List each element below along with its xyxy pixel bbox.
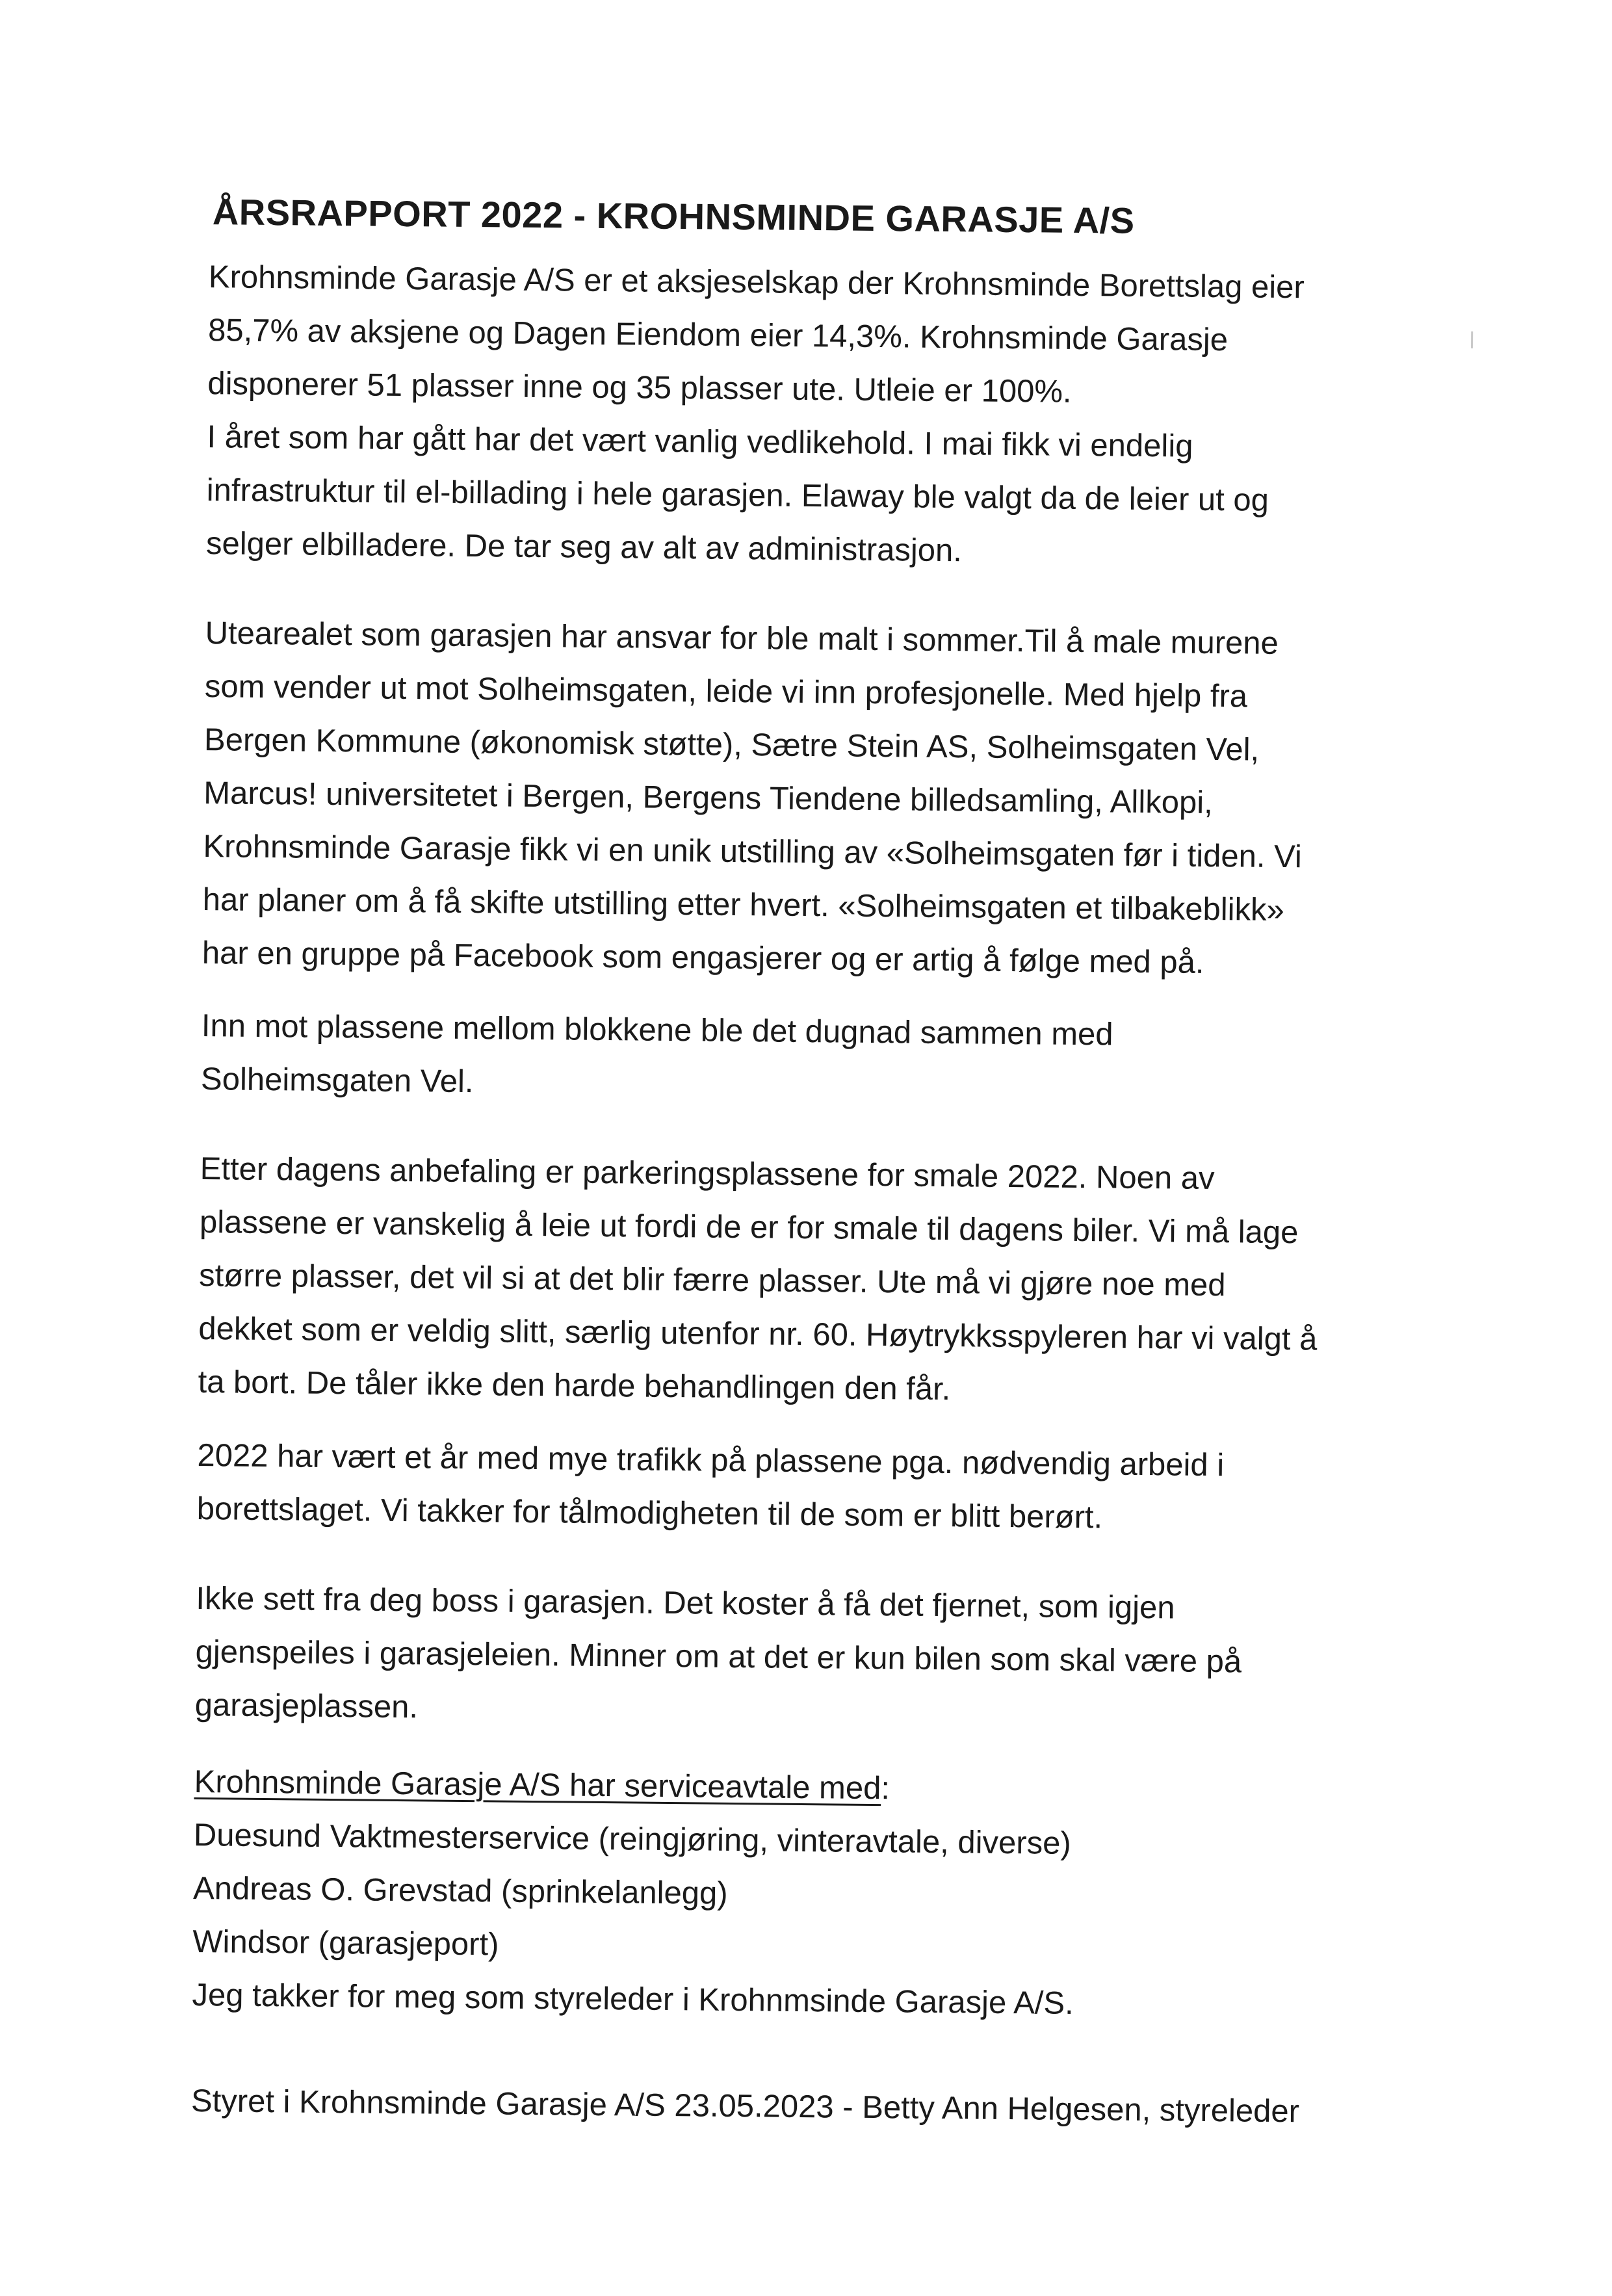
- text-line: borettslaget. Vi takker for tålmodigheten til de som er blitt berørt.: [196, 1491, 1103, 1535]
- text-line: har planer om å få skifte utstilling etter hvert. «Solheimsgaten et tilbakeblikk»: [202, 882, 1285, 928]
- text-line: Marcus! universitetet i Bergen, Bergens Tiendene billedsamling, Allkopi,: [203, 776, 1213, 820]
- paragraph-dugnad: [201, 999, 1502, 1118]
- text-line: dekket som er veldig slitt, særlig utenfor nr. 60. Høytrykksspyleren har vi valgt å: [198, 1311, 1318, 1357]
- text-line: som vender ut mot Solheimsgaten, leide vi inn profesjonelle. Med hjelp fra: [204, 669, 1248, 714]
- service-agreements: [192, 1755, 1494, 2034]
- paragraph-parking-spaces: [198, 1142, 1500, 1421]
- text-line: garasjeplassen.: [194, 1688, 419, 1725]
- text-line: infrastruktur til el-billading i hele garasjen. Elaway ble valgt da de leier ut og: [206, 473, 1269, 518]
- text-line: Ikke sett fra deg boss i garasjen. Det koster å få det fjernet, som igjen: [196, 1581, 1175, 1626]
- paragraph-exhibition: [202, 607, 1505, 992]
- signature-line: [191, 2074, 1492, 2140]
- service-heading-text: Krohnsminde Garasje A/S har serviceavtale med: [194, 1764, 881, 1807]
- text-line: 2022 har vært et år med mye trafikk på plassene pga. nødvendig arbeid i: [197, 1438, 1225, 1483]
- text-line: selger elbilladere. De tar seg av alt av administrasjon.: [205, 526, 963, 569]
- paragraph-traffic: [196, 1429, 1497, 1548]
- document-title: ÅRSRAPPORT 2022 - KROHNSMINDE GARASJE A/S: [212, 191, 1135, 241]
- text-line: ta bort. De tåler ikke den harde behandlingen den får.: [198, 1364, 951, 1407]
- text-line: har en gruppe på Facebook som engasjerer og er artig å følge med på.: [202, 935, 1204, 980]
- text-line: større plasser, det vil si at det blir færre plasser. Ute må vi gjøre noe med: [198, 1258, 1226, 1303]
- text-line: Utearealet som garasjen har ansvar for ble malt i sommer.Til å male murene: [205, 616, 1279, 661]
- text-line: Etter dagens anbefaling er parkeringsplassene for smale 2022. Noen av: [200, 1151, 1215, 1197]
- text-line: disponerer 51 plasser inne og 35 plasser ute. Utleie er 100%.: [207, 366, 1072, 410]
- text-line: Solheimsgaten Vel.: [200, 1062, 474, 1100]
- service-item: Andreas O. Grevstad (sprinkelanlegg): [192, 1870, 728, 1911]
- text-line: I året som har gått har det vært vanlig vedlikehold. I mai fikk vi endelig: [207, 419, 1193, 464]
- service-item: Duesund Vaktmesterservice (reingjøring, vinteravtale, diverse): [193, 1817, 1071, 1861]
- text-line: gjenspeiles i garasjeleien. Minner om at det er kun bilen som skal være på: [195, 1634, 1242, 1680]
- text-line: 85,7% av aksjene og Dagen Eiendom eier 14,3%. Krohnsminde Garasje: [207, 313, 1228, 358]
- service-item: Windsor (garasjeport): [192, 1924, 499, 1963]
- text-line: Inn mot plassene mellom blokkene ble det dugnad sammen med: [201, 1008, 1113, 1052]
- signature-text: Styret i Krohnsminde Garasje A/S 23.05.2023 - Betty Ann Helgesen, styreleder: [190, 2083, 1300, 2130]
- paragraph-ownership: [206, 250, 1509, 582]
- closing-line: Jeg takker for meg som styreleder i Krohnmsinde Garasje A/S.: [192, 1977, 1074, 2021]
- text-line: Krohnsminde Garasje A/S er et aksjeselskap der Krohnsminde Borettslag eier: [208, 259, 1305, 306]
- text-line: plassene er vanskelig å leie ut fordi de er for smale til dagens biler. Vi må lage: [199, 1205, 1299, 1251]
- service-heading-colon: :: [881, 1771, 890, 1807]
- text-line: Bergen Kommune (økonomisk støtte), Sætre Stein AS, Solheimsgaten Vel,: [203, 722, 1260, 768]
- paragraph-waste: [194, 1572, 1496, 1744]
- text-line: Krohnsminde Garasje fikk vi en unik utstilling av «Solheimsgaten før i tiden. Vi: [203, 829, 1303, 875]
